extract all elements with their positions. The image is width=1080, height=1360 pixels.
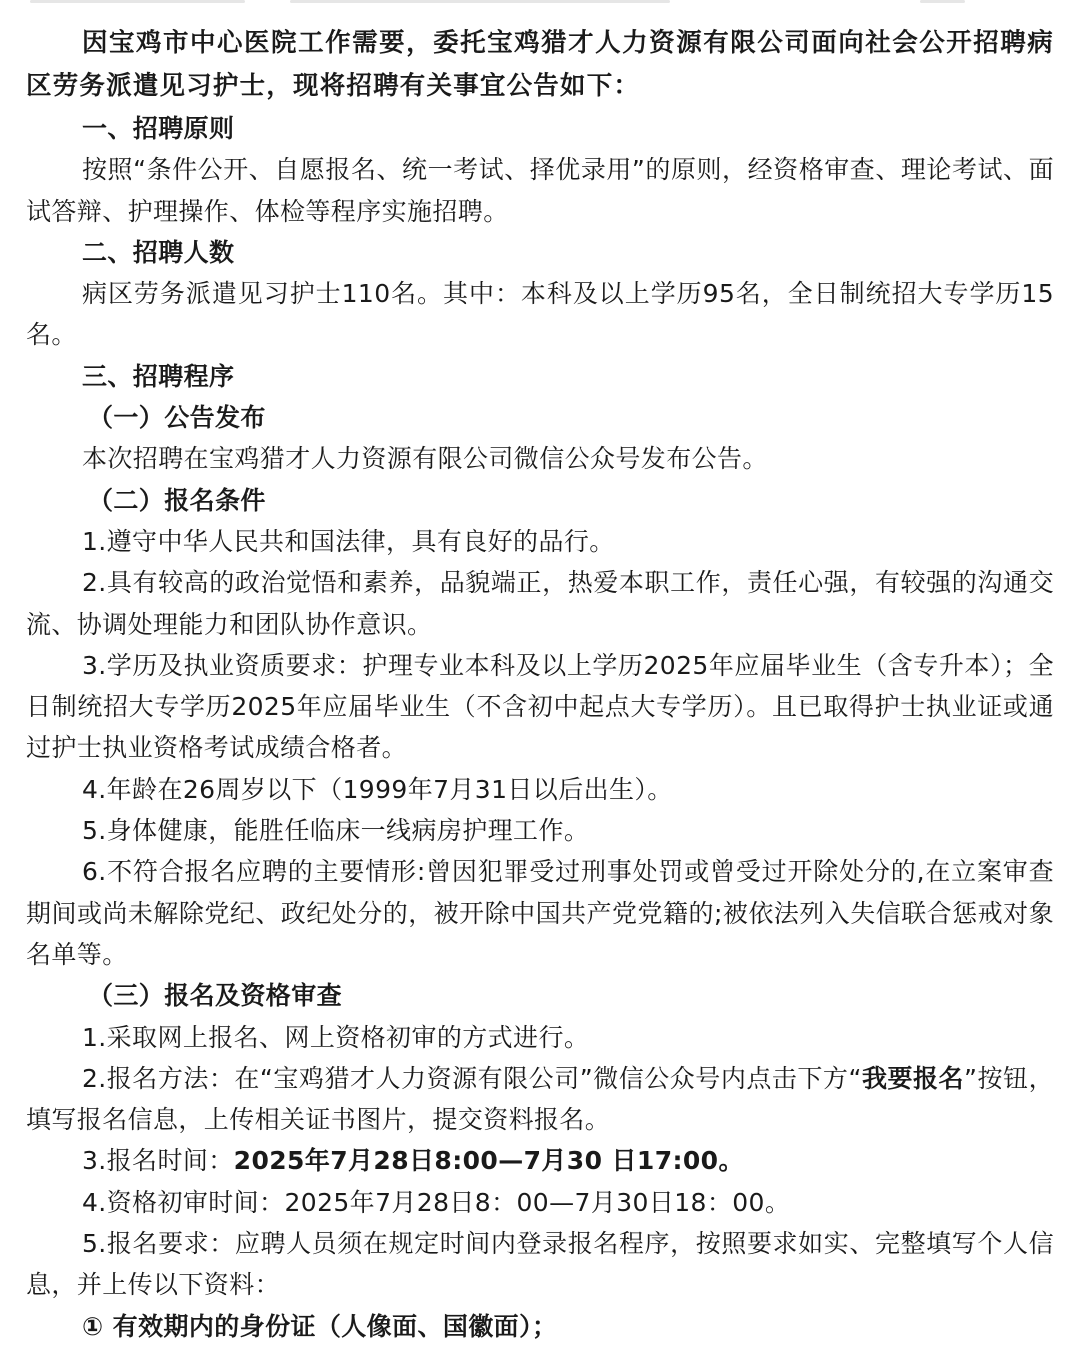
section-1-body: 按照“条件公开、自愿报名、统一考试、择优录用”的原则，经资格审查、理论考试、面试答辩、护理操作、体检等程序实施招聘。 — [26, 155, 1054, 226]
lead-paragraph: 因宝鸡市中心医院工作需要，委托宝鸡猎才人力资源有限公司面向社会公开招聘病区劳务派遣见习护士，现将招聘有关事宜公告如下： — [26, 28, 1054, 101]
registration-time-label: 3.报名时间： — [82, 1146, 234, 1176]
registration-method-text-end: ”按钮，填写报名信息，上传相关证书图片，提交资料报名。 — [26, 1063, 1054, 1135]
section-3-title: 三、招聘程序 — [82, 361, 235, 391]
required-document-1: ① 有效期内的身份证（人像面、国徽面）； — [82, 1311, 558, 1341]
subsection-1-body: 本次招聘在宝鸡猎才人力资源有限公司微信公众号发布公告。 — [82, 444, 768, 474]
section-1-title: 一、招聘原则 — [82, 114, 235, 143]
cropped-header-remnant — [0, 0, 1080, 14]
registration-item-4: 4.资格初审时间：2025年7月28日8：00—7月30日18：00。 — [82, 1187, 791, 1217]
announcement-document — [26, 22, 1054, 1347]
apply-button-name: 我要报名 — [861, 1063, 965, 1093]
registration-item-3 — [26, 1140, 1054, 1181]
condition-item: 3.学历及执业资质要求：护理专业本科及以上学历2025年应届毕业生（含专升本）；全日制统招大专学历2025年应届毕业生（不含初中起点大专学历）。且已取得护士执业证或通过护士执业资格考试成绩合格者。 — [26, 650, 1054, 763]
registration-item-5: 5.报名要求：应聘人员须在规定时间内登录报名程序，按照要求如实、完整填写个人信息，并上传以下资料： — [26, 1229, 1054, 1300]
condition-item: 1.遵守中华人民共和国法律，具有良好的品行。 — [82, 526, 615, 556]
registration-time-value: 2025年7月28日8:00—7月30 日17:00。 — [233, 1146, 744, 1176]
section-2-body: 病区劳务派遣见习护士110名。其中：本科及以上学历95名，全日制统招大专学历15名。 — [26, 279, 1054, 350]
registration-item-2 — [26, 1058, 1054, 1141]
condition-item: 4.年龄在26周岁以下（1999年7月31日以后出生）。 — [82, 774, 673, 804]
condition-item: 5.身体健康，能胜任临床一线病房护理工作。 — [82, 816, 590, 846]
subsection-3-title: （三）报名及资格审查 — [88, 981, 343, 1011]
condition-item: 2.具有较高的政治觉悟和素养，品貌端正，热爱本职工作，责任心强，有较强的沟通交流、协调处理能力和团队协作意识。 — [26, 568, 1054, 639]
section-2-title: 二、招聘人数 — [82, 237, 235, 267]
subsection-1-title: （一）公告发布 — [88, 403, 266, 433]
registration-item-1: 1.采取网上报名、网上资格初审的方式进行。 — [82, 1022, 590, 1052]
subsection-2-title: （二）报名条件 — [88, 485, 266, 515]
condition-item: 6.不符合报名应聘的主要情形:曾因犯罪受过刑事处罚或曾受过开除处分的,在立案审查期间或尚未解除党纪、政纪处分的，被开除中国共产党党籍的;被依法列入失信联合惩戒对象名单等。 — [26, 857, 1054, 969]
registration-method-text: 2.报名方法：在“宝鸡猎才人力资源有限公司”微信公众号内点击下方“ — [82, 1063, 862, 1093]
